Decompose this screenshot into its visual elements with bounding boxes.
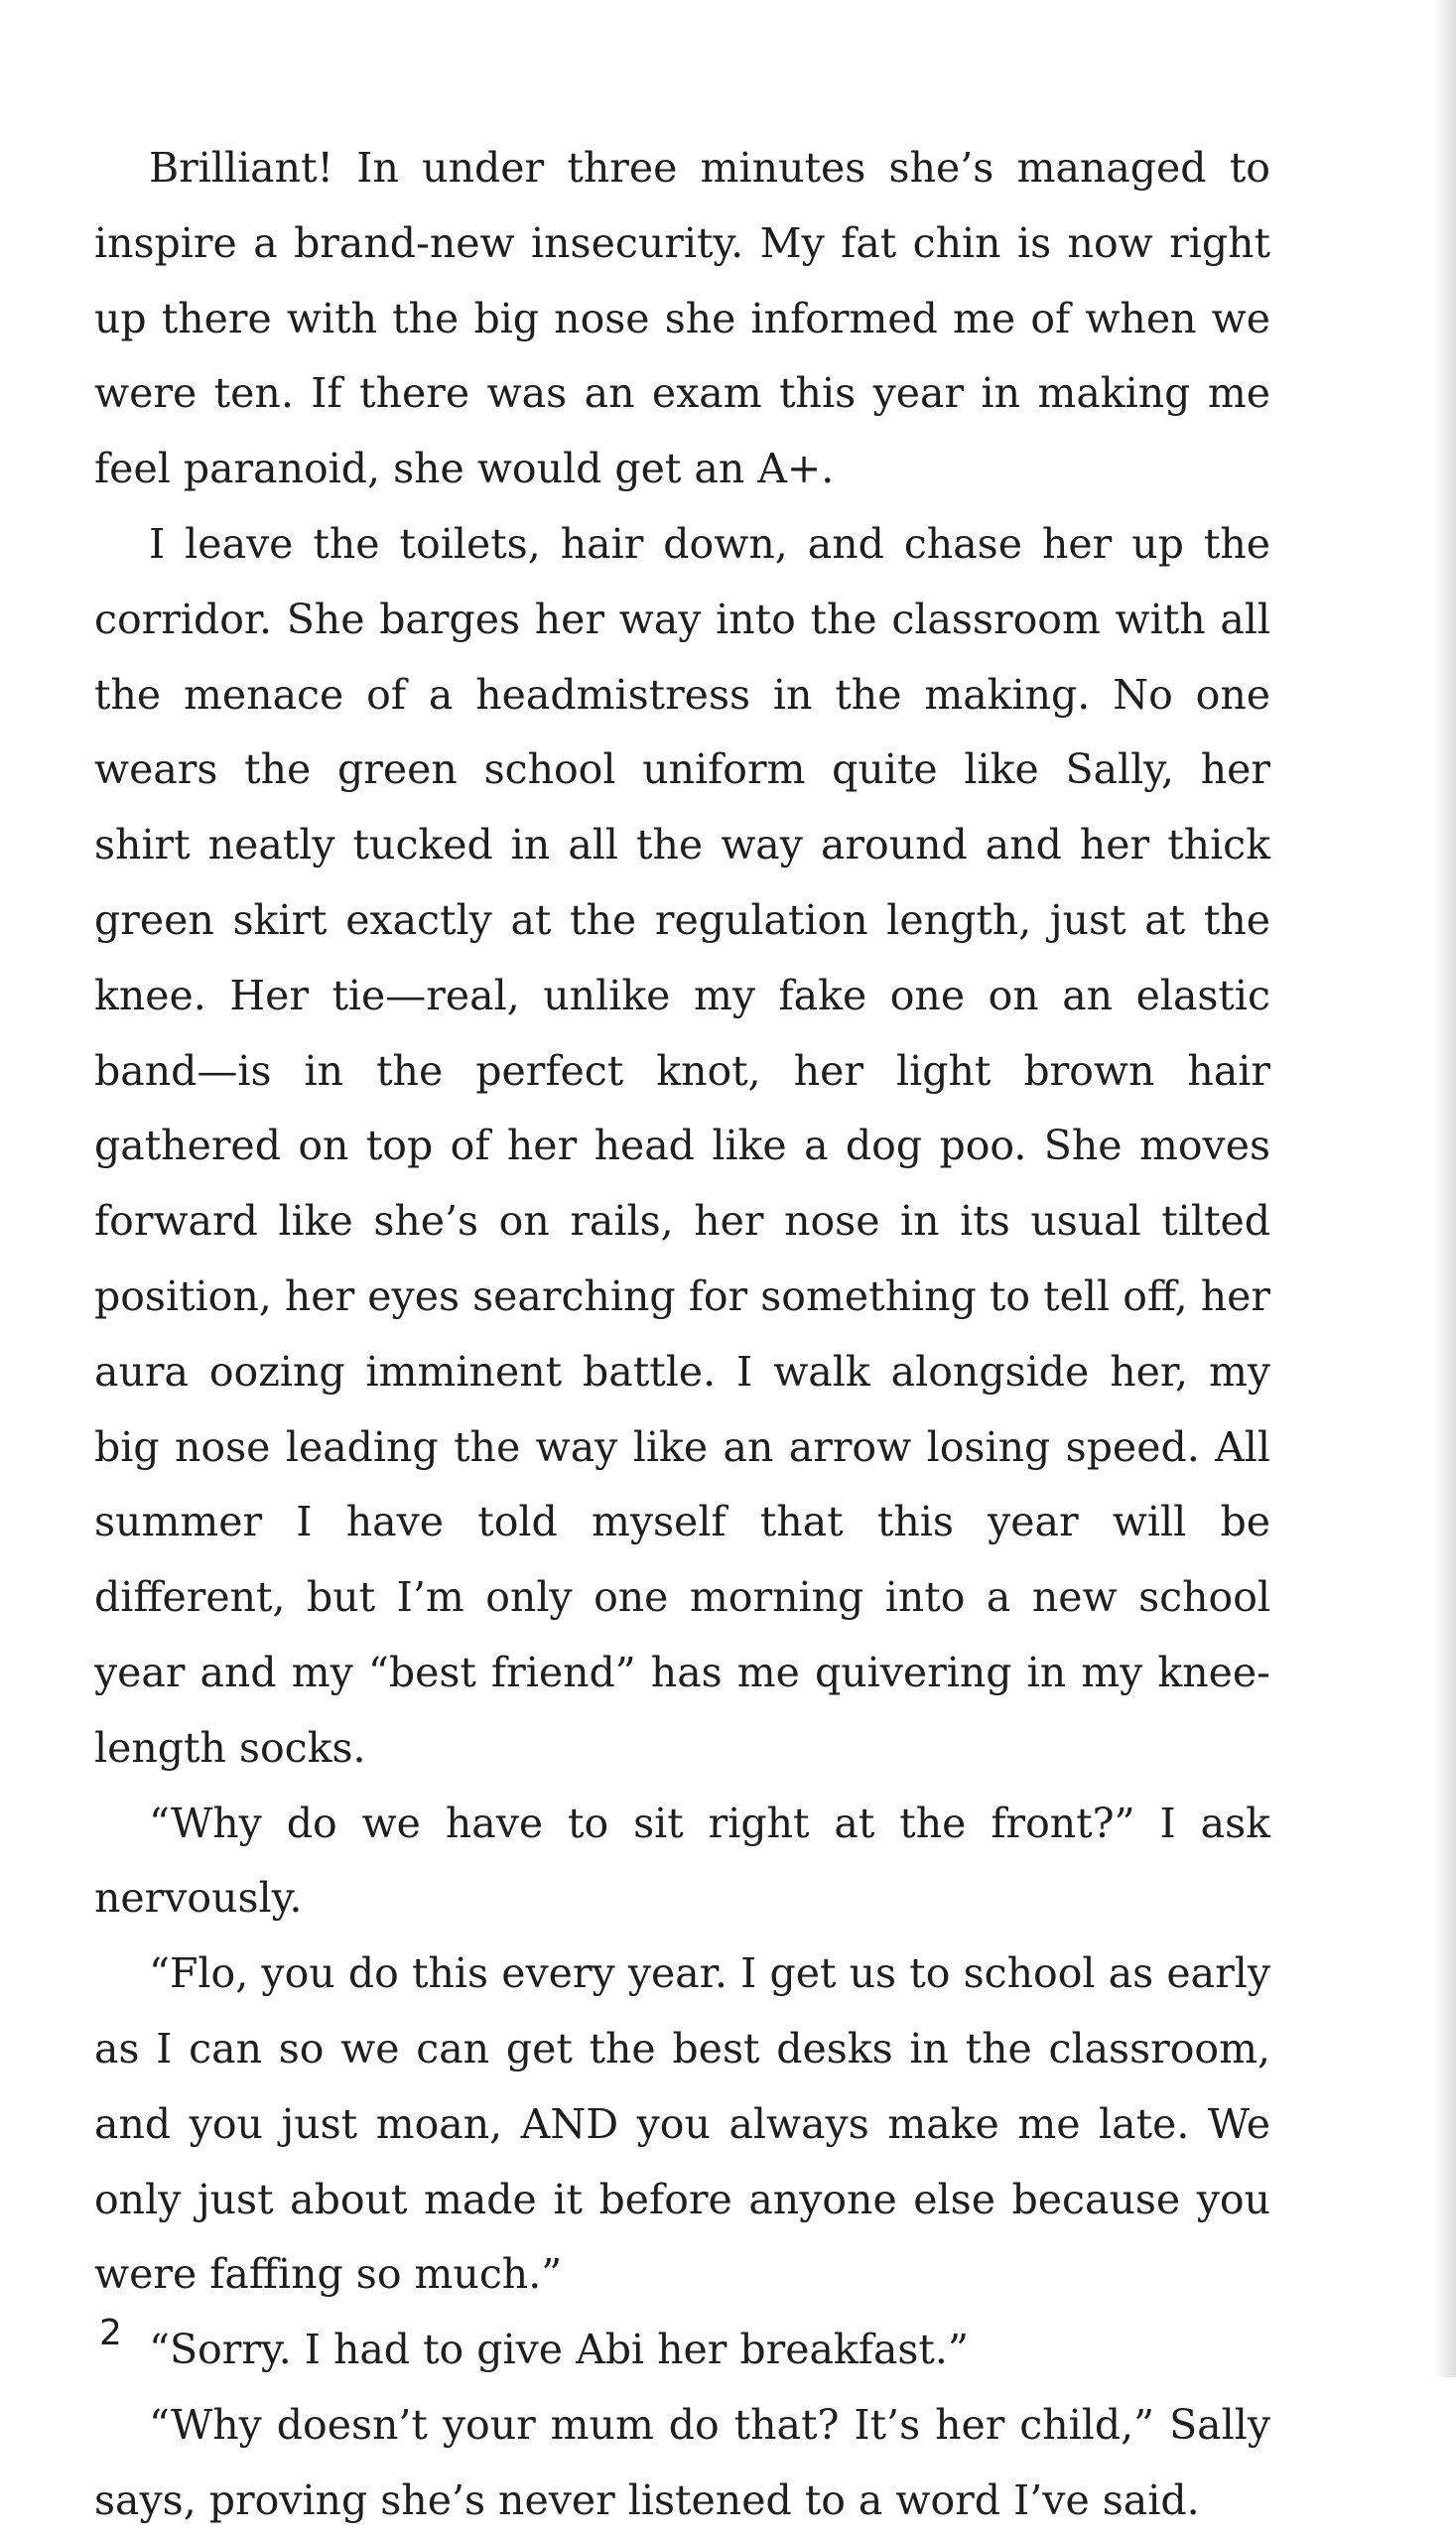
- paragraph: “Why do we have to sit right at the front?” I ask nervously.: [94, 1799, 1270, 1923]
- body-text: [94, 131, 1270, 2539]
- paragraph: Brilliant! In under three minutes she’s managed to inspire a brand-new insecurity. My fat chin is now right up there with the big nose she informed me of when we were ten. If there was an exam this year in making me feel paranoid, she would get an A+.: [94, 144, 1270, 493]
- page-number: 2: [99, 2313, 122, 2353]
- paragraph: I leave the toilets, hair down, and chase her up the corridor. She barges her way into the classroom with all the menace of a headmistress in the making. No one wears the green school uniform quite like Sally, her shirt neatly tucked in all the way around and her thick green skirt exactly at the regulation length, just at the knee. Her tie—real, unlike my fake one on an elastic band—is in the perfect knot, her light brown hair gathered on top of her head like a dog poo. She moves forward like she’s on rails, her nose in its usual tilted position, her eyes searching for something to tell off, her aura oozing imminent battle. I walk alongside her, my big nose leading the way like an arrow losing speed. All summer I have told myself that this year will be different, but I’m only one morning into a new school year and my “best friend” has me quivering in my knee-length socks.: [94, 519, 1270, 1772]
- page-edge-shadow: [1434, 0, 1456, 2377]
- paragraph: “Sorry. I had to give Abi her breakfast.”: [149, 2326, 969, 2374]
- paragraph: “Why doesn’t your mum do that? It’s her child,” Sally says, proving she’s never listened to a word I’ve said.: [94, 2400, 1270, 2524]
- paragraph: “Flo, you do this every year. I get us to school as early as I can so we can get the best desks in the classroom, and you just moan, AND you always make me late. We only just about made it before anyone else because you were faffing so much.”: [94, 1949, 1270, 2299]
